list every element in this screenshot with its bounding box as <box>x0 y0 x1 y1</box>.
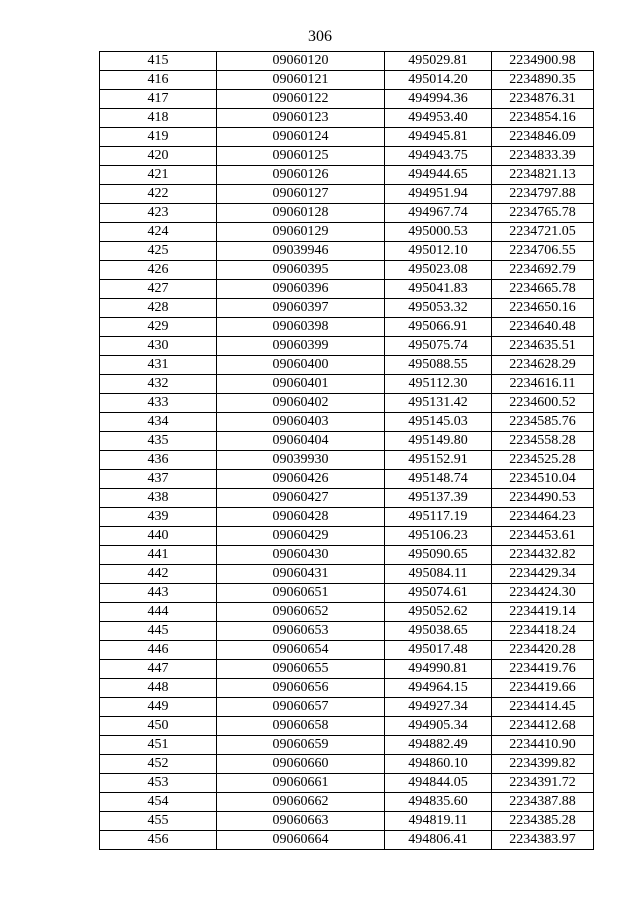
table-row <box>100 223 594 242</box>
y-coordinate-cell: 2234414.45 <box>492 698 594 717</box>
y-coordinate-cell: 2234424.30 <box>492 584 594 603</box>
parcel-code-cell: 09060401 <box>217 375 385 394</box>
y-coordinate-cell: 2234464.23 <box>492 508 594 527</box>
table-body <box>100 52 594 850</box>
y-coordinate-cell: 2234650.16 <box>492 299 594 318</box>
table-row <box>100 451 594 470</box>
y-coordinate-cell: 2234385.28 <box>492 812 594 831</box>
table-row <box>100 337 594 356</box>
row-number-cell: 425 <box>100 242 217 261</box>
y-coordinate-cell: 2234399.82 <box>492 755 594 774</box>
y-coordinate-cell: 2234510.04 <box>492 470 594 489</box>
parcel-code-cell: 09060396 <box>217 280 385 299</box>
x-coordinate-cell: 494967.74 <box>385 204 492 223</box>
parcel-code-cell: 09060653 <box>217 622 385 641</box>
x-coordinate-cell: 494882.49 <box>385 736 492 755</box>
row-number-cell: 452 <box>100 755 217 774</box>
row-number-cell: 442 <box>100 565 217 584</box>
row-number-cell: 418 <box>100 109 217 128</box>
row-number-cell: 453 <box>100 774 217 793</box>
y-coordinate-cell: 2234846.09 <box>492 128 594 147</box>
y-coordinate-cell: 2234429.34 <box>492 565 594 584</box>
row-number-cell: 434 <box>100 413 217 432</box>
table-row <box>100 622 594 641</box>
parcel-code-cell: 09060652 <box>217 603 385 622</box>
x-coordinate-cell: 495075.74 <box>385 337 492 356</box>
row-number-cell: 456 <box>100 831 217 850</box>
table-row <box>100 584 594 603</box>
parcel-code-cell: 09060126 <box>217 166 385 185</box>
row-number-cell: 435 <box>100 432 217 451</box>
table-row <box>100 527 594 546</box>
row-number-cell: 423 <box>100 204 217 223</box>
y-coordinate-cell: 2234833.39 <box>492 147 594 166</box>
table-row <box>100 166 594 185</box>
row-number-cell: 424 <box>100 223 217 242</box>
y-coordinate-cell: 2234418.24 <box>492 622 594 641</box>
table-row <box>100 546 594 565</box>
row-number-cell: 428 <box>100 299 217 318</box>
row-number-cell: 446 <box>100 641 217 660</box>
table-row <box>100 204 594 223</box>
x-coordinate-cell: 495152.91 <box>385 451 492 470</box>
y-coordinate-cell: 2234525.28 <box>492 451 594 470</box>
y-coordinate-cell: 2234797.88 <box>492 185 594 204</box>
y-coordinate-cell: 2234600.52 <box>492 394 594 413</box>
parcel-code-cell: 09060124 <box>217 128 385 147</box>
table-row <box>100 109 594 128</box>
parcel-code-cell: 09060429 <box>217 527 385 546</box>
y-coordinate-cell: 2234420.28 <box>492 641 594 660</box>
table-row <box>100 774 594 793</box>
x-coordinate-cell: 494945.81 <box>385 128 492 147</box>
page-number: 306 <box>308 28 332 45</box>
table-row <box>100 261 594 280</box>
y-coordinate-cell: 2234692.79 <box>492 261 594 280</box>
row-number-cell: 451 <box>100 736 217 755</box>
y-coordinate-cell: 2234876.31 <box>492 90 594 109</box>
table-row <box>100 394 594 413</box>
parcel-code-cell: 09060655 <box>217 660 385 679</box>
row-number-cell: 417 <box>100 90 217 109</box>
row-number-cell: 436 <box>100 451 217 470</box>
y-coordinate-cell: 2234387.88 <box>492 793 594 812</box>
parcel-code-cell: 09060129 <box>217 223 385 242</box>
table-row <box>100 128 594 147</box>
row-number-cell: 431 <box>100 356 217 375</box>
table-row <box>100 489 594 508</box>
y-coordinate-cell: 2234419.76 <box>492 660 594 679</box>
parcel-code-cell: 09060395 <box>217 261 385 280</box>
table-row <box>100 755 594 774</box>
table-row <box>100 52 594 71</box>
parcel-code-cell: 09060660 <box>217 755 385 774</box>
parcel-code-cell: 09060127 <box>217 185 385 204</box>
parcel-code-cell: 09060398 <box>217 318 385 337</box>
y-coordinate-cell: 2234558.28 <box>492 432 594 451</box>
parcel-code-cell: 09060403 <box>217 413 385 432</box>
x-coordinate-cell: 495117.19 <box>385 508 492 527</box>
x-coordinate-cell: 495066.91 <box>385 318 492 337</box>
y-coordinate-cell: 2234706.55 <box>492 242 594 261</box>
row-number-cell: 441 <box>100 546 217 565</box>
row-number-cell: 421 <box>100 166 217 185</box>
x-coordinate-cell: 494844.05 <box>385 774 492 793</box>
parcel-code-cell: 09060400 <box>217 356 385 375</box>
parcel-code-cell: 09060128 <box>217 204 385 223</box>
row-number-cell: 448 <box>100 679 217 698</box>
row-number-cell: 449 <box>100 698 217 717</box>
table-row <box>100 470 594 489</box>
table-row <box>100 413 594 432</box>
row-number-cell: 437 <box>100 470 217 489</box>
y-coordinate-cell: 2234391.72 <box>492 774 594 793</box>
y-coordinate-cell: 2234854.16 <box>492 109 594 128</box>
x-coordinate-cell: 494806.41 <box>385 831 492 850</box>
x-coordinate-cell: 494951.94 <box>385 185 492 204</box>
x-coordinate-cell: 495148.74 <box>385 470 492 489</box>
x-coordinate-cell: 495053.32 <box>385 299 492 318</box>
x-coordinate-cell: 495090.65 <box>385 546 492 565</box>
table-row <box>100 242 594 261</box>
y-coordinate-cell: 2234721.05 <box>492 223 594 242</box>
row-number-cell: 450 <box>100 717 217 736</box>
row-number-cell: 432 <box>100 375 217 394</box>
y-coordinate-cell: 2234900.98 <box>492 52 594 71</box>
x-coordinate-cell: 494860.10 <box>385 755 492 774</box>
x-coordinate-cell: 495029.81 <box>385 52 492 71</box>
row-number-cell: 433 <box>100 394 217 413</box>
x-coordinate-cell: 495038.65 <box>385 622 492 641</box>
y-coordinate-cell: 2234383.97 <box>492 831 594 850</box>
x-coordinate-cell: 494964.15 <box>385 679 492 698</box>
x-coordinate-cell: 495088.55 <box>385 356 492 375</box>
parcel-code-cell: 09060125 <box>217 147 385 166</box>
parcel-code-cell: 09060658 <box>217 717 385 736</box>
table-row <box>100 356 594 375</box>
y-coordinate-cell: 2234490.53 <box>492 489 594 508</box>
y-coordinate-cell: 2234412.68 <box>492 717 594 736</box>
table-row <box>100 71 594 90</box>
row-number-cell: 440 <box>100 527 217 546</box>
x-coordinate-cell: 495074.61 <box>385 584 492 603</box>
parcel-code-cell: 09060430 <box>217 546 385 565</box>
x-coordinate-cell: 494944.65 <box>385 166 492 185</box>
x-coordinate-cell: 495149.80 <box>385 432 492 451</box>
parcel-code-cell: 09039930 <box>217 451 385 470</box>
y-coordinate-cell: 2234765.78 <box>492 204 594 223</box>
table-row <box>100 812 594 831</box>
table-row <box>100 603 594 622</box>
parcel-code-cell: 09060656 <box>217 679 385 698</box>
row-number-cell: 416 <box>100 71 217 90</box>
parcel-code-cell: 09060397 <box>217 299 385 318</box>
table-row <box>100 508 594 527</box>
parcel-code-cell: 09060123 <box>217 109 385 128</box>
x-coordinate-cell: 495145.03 <box>385 413 492 432</box>
x-coordinate-cell: 494905.34 <box>385 717 492 736</box>
y-coordinate-cell: 2234616.11 <box>492 375 594 394</box>
parcel-code-cell: 09060426 <box>217 470 385 489</box>
parcel-code-cell: 09060121 <box>217 71 385 90</box>
parcel-code-cell: 09060657 <box>217 698 385 717</box>
y-coordinate-cell: 2234419.14 <box>492 603 594 622</box>
y-coordinate-cell: 2234419.66 <box>492 679 594 698</box>
x-coordinate-cell: 494835.60 <box>385 793 492 812</box>
parcel-code-cell: 09060399 <box>217 337 385 356</box>
table-row <box>100 717 594 736</box>
x-coordinate-cell: 495017.48 <box>385 641 492 660</box>
table-row <box>100 831 594 850</box>
parcel-code-cell: 09060404 <box>217 432 385 451</box>
row-number-cell: 455 <box>100 812 217 831</box>
table-row <box>100 660 594 679</box>
x-coordinate-cell: 495084.11 <box>385 565 492 584</box>
row-number-cell: 415 <box>100 52 217 71</box>
x-coordinate-cell: 495052.62 <box>385 603 492 622</box>
row-number-cell: 445 <box>100 622 217 641</box>
parcel-code-cell: 09060427 <box>217 489 385 508</box>
x-coordinate-cell: 495012.10 <box>385 242 492 261</box>
parcel-code-cell: 09060662 <box>217 793 385 812</box>
row-number-cell: 427 <box>100 280 217 299</box>
y-coordinate-cell: 2234628.29 <box>492 356 594 375</box>
x-coordinate-cell: 494927.34 <box>385 698 492 717</box>
table-row <box>100 793 594 812</box>
x-coordinate-cell: 495106.23 <box>385 527 492 546</box>
row-number-cell: 426 <box>100 261 217 280</box>
table-row <box>100 698 594 717</box>
x-coordinate-cell: 495000.53 <box>385 223 492 242</box>
parcel-code-cell: 09060431 <box>217 565 385 584</box>
x-coordinate-cell: 495014.20 <box>385 71 492 90</box>
y-coordinate-cell: 2234585.76 <box>492 413 594 432</box>
parcel-code-cell: 09060428 <box>217 508 385 527</box>
parcel-code-cell: 09060659 <box>217 736 385 755</box>
table-row <box>100 280 594 299</box>
y-coordinate-cell: 2234890.35 <box>492 71 594 90</box>
parcel-code-cell: 09060402 <box>217 394 385 413</box>
x-coordinate-cell: 495023.08 <box>385 261 492 280</box>
x-coordinate-cell: 494819.11 <box>385 812 492 831</box>
row-number-cell: 419 <box>100 128 217 147</box>
table-row <box>100 90 594 109</box>
x-coordinate-cell: 494953.40 <box>385 109 492 128</box>
table-row <box>100 679 594 698</box>
row-number-cell: 438 <box>100 489 217 508</box>
y-coordinate-cell: 2234665.78 <box>492 280 594 299</box>
parcel-code-cell: 09060661 <box>217 774 385 793</box>
row-number-cell: 439 <box>100 508 217 527</box>
table-row <box>100 299 594 318</box>
row-number-cell: 444 <box>100 603 217 622</box>
y-coordinate-cell: 2234432.82 <box>492 546 594 565</box>
parcel-code-cell: 09060654 <box>217 641 385 660</box>
x-coordinate-cell: 495112.30 <box>385 375 492 394</box>
x-coordinate-cell: 494990.81 <box>385 660 492 679</box>
parcel-code-cell: 09039946 <box>217 242 385 261</box>
x-coordinate-cell: 494943.75 <box>385 147 492 166</box>
parcel-code-cell: 09060664 <box>217 831 385 850</box>
row-number-cell: 422 <box>100 185 217 204</box>
table-row <box>100 641 594 660</box>
x-coordinate-cell: 494994.36 <box>385 90 492 109</box>
row-number-cell: 454 <box>100 793 217 812</box>
y-coordinate-cell: 2234410.90 <box>492 736 594 755</box>
table-row <box>100 318 594 337</box>
y-coordinate-cell: 2234640.48 <box>492 318 594 337</box>
x-coordinate-cell: 495131.42 <box>385 394 492 413</box>
table-row <box>100 185 594 204</box>
row-number-cell: 447 <box>100 660 217 679</box>
y-coordinate-cell: 2234635.51 <box>492 337 594 356</box>
y-coordinate-cell: 2234453.61 <box>492 527 594 546</box>
row-number-cell: 430 <box>100 337 217 356</box>
table-row <box>100 375 594 394</box>
table-row <box>100 736 594 755</box>
table-row <box>100 432 594 451</box>
parcel-code-cell: 09060651 <box>217 584 385 603</box>
coordinates-table <box>99 51 594 850</box>
x-coordinate-cell: 495041.83 <box>385 280 492 299</box>
parcel-code-cell: 09060122 <box>217 90 385 109</box>
parcel-code-cell: 09060663 <box>217 812 385 831</box>
row-number-cell: 420 <box>100 147 217 166</box>
parcel-code-cell: 09060120 <box>217 52 385 71</box>
x-coordinate-cell: 495137.39 <box>385 489 492 508</box>
row-number-cell: 443 <box>100 584 217 603</box>
row-number-cell: 429 <box>100 318 217 337</box>
y-coordinate-cell: 2234821.13 <box>492 166 594 185</box>
table-row <box>100 147 594 166</box>
table-row <box>100 565 594 584</box>
